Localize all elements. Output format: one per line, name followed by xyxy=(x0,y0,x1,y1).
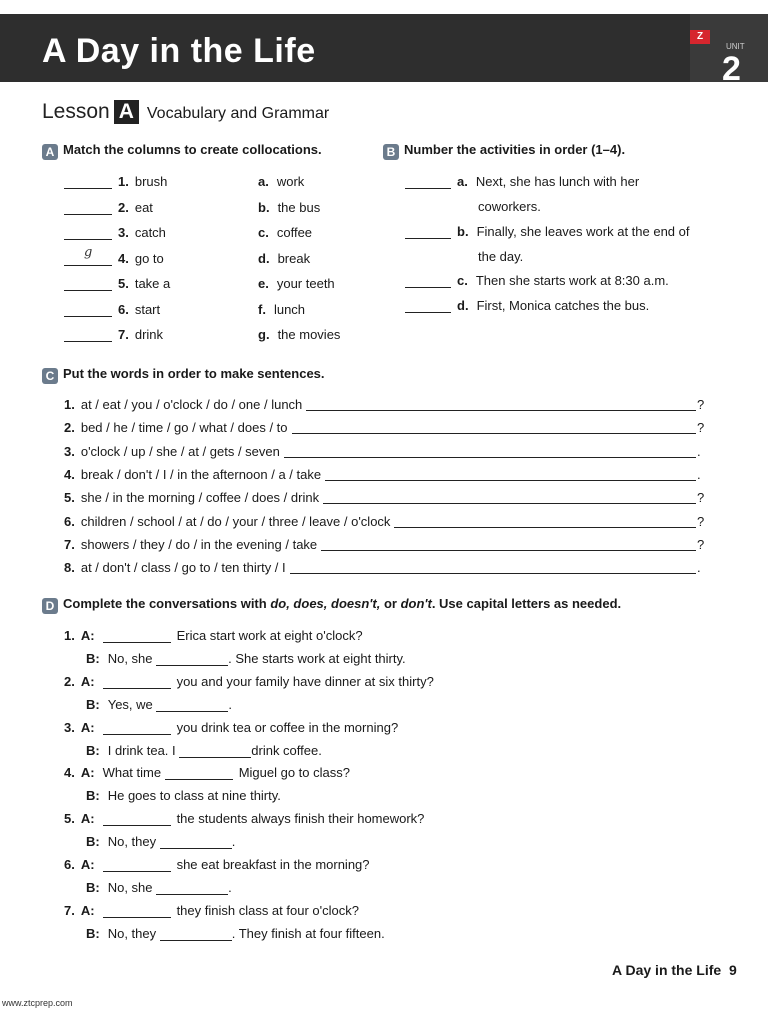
line-text: you and your family have dinner at six thirty? xyxy=(176,673,434,689)
speaker-b-label: B: xyxy=(86,742,100,758)
item-letter: g. xyxy=(258,327,270,342)
section-b-heading xyxy=(383,142,625,160)
sentence-item xyxy=(64,537,317,552)
item-letter: a. xyxy=(457,174,468,189)
order-item xyxy=(405,224,690,239)
item-number: 8. xyxy=(64,560,75,576)
item-text: brush xyxy=(134,174,168,189)
section-a-heading xyxy=(42,142,322,160)
conversation-line-b xyxy=(86,788,281,803)
end-punctuation: ? xyxy=(697,420,705,436)
sentence-item xyxy=(64,397,302,412)
sentence-item xyxy=(64,560,286,575)
answer-line[interactable] xyxy=(306,410,696,411)
answer-blank[interactable] xyxy=(103,734,171,735)
speaker-b-label: B: xyxy=(86,880,100,895)
match-left-item xyxy=(64,225,166,240)
section-d-instruction-words: do, does, doesn't, xyxy=(270,596,381,611)
match-right-item xyxy=(258,225,312,240)
scrambled-words: break / don't / I / in the afternoon / a / take xyxy=(80,466,322,482)
line-text: you drink tea or coffee in the morning? xyxy=(176,719,399,735)
line-text: Erica start work at eight o'clock? xyxy=(176,628,363,643)
line-text: . They finish at four fifteen. xyxy=(231,925,385,941)
match-left-item xyxy=(64,200,153,215)
answer-blank[interactable] xyxy=(405,238,451,239)
answer-blank[interactable] xyxy=(165,779,233,780)
item-number: 3. xyxy=(64,719,75,735)
line-text: Miguel go to class? xyxy=(238,765,350,781)
conversation-line-a xyxy=(64,674,434,689)
conversation-line-b xyxy=(86,880,232,895)
speaker-b-label: B: xyxy=(86,834,100,850)
item-text: break xyxy=(277,250,311,266)
handwritten-answer: g xyxy=(84,244,93,260)
speaker-b-label: B: xyxy=(86,651,100,666)
line-text: No, she xyxy=(107,651,157,666)
answer-line[interactable] xyxy=(284,457,696,458)
item-letter: d. xyxy=(258,250,270,266)
sentence-item xyxy=(64,420,288,435)
item-text: lunch xyxy=(273,301,306,317)
item-text: First, Monica catches the bus. xyxy=(476,298,650,313)
speaker-b-label: B: xyxy=(86,788,100,804)
item-number: 6. xyxy=(64,857,75,872)
conversation-line-b xyxy=(86,926,385,941)
end-punctuation: . xyxy=(697,466,701,482)
item-letter: a. xyxy=(258,174,269,189)
page-footer xyxy=(612,962,737,978)
answer-line[interactable] xyxy=(394,527,696,528)
sentence-item xyxy=(64,490,319,505)
answer-blank[interactable] xyxy=(160,848,232,849)
answer-blank[interactable] xyxy=(103,917,171,918)
conversation-line-a xyxy=(64,811,424,826)
answer-blank[interactable] xyxy=(405,287,451,288)
lesson-title xyxy=(42,100,329,124)
item-letter: b. xyxy=(457,224,469,239)
line-text: . xyxy=(228,696,233,712)
item-text: work xyxy=(276,174,305,189)
section-d-badge: D xyxy=(42,598,58,614)
match-right-item xyxy=(258,251,310,266)
section-d-instruction-word-last: don't xyxy=(400,596,432,611)
line-text: they finish class at four o'clock? xyxy=(176,902,359,918)
section-b-instruction: Number the activities in order (1–4). xyxy=(404,142,626,157)
match-left-item xyxy=(64,174,167,189)
match-left-item xyxy=(64,251,164,266)
section-d-instruction-or: or xyxy=(380,596,401,611)
match-left-item xyxy=(64,276,170,291)
section-d-instruction-pre: Complete the conversations with xyxy=(63,596,271,611)
answer-blank[interactable] xyxy=(103,688,171,689)
answer-blank[interactable] xyxy=(103,825,171,826)
unit-title: A Day in the Life xyxy=(42,32,316,70)
conversation-line-b xyxy=(86,834,235,849)
section-c-instruction: Put the words in order to make sentences. xyxy=(63,366,325,381)
match-right-item xyxy=(258,174,304,189)
speaker-a-label: A: xyxy=(80,628,95,643)
item-number: 5. xyxy=(64,811,75,827)
answer-blank[interactable] xyxy=(64,239,112,240)
item-text: go to xyxy=(134,250,164,266)
lesson-subtitle: Vocabulary and Grammar xyxy=(146,105,330,122)
answer-line[interactable] xyxy=(325,480,696,481)
item-text: drink xyxy=(134,327,164,342)
line-text: she eat breakfast in the morning? xyxy=(176,857,370,872)
end-punctuation: ? xyxy=(697,536,705,552)
section-a-badge: A xyxy=(42,144,58,160)
answer-blank[interactable] xyxy=(156,894,228,895)
scrambled-words: children / school / at / do / your / three / leave / o'clock xyxy=(80,513,391,529)
conversation-line-b xyxy=(86,743,322,758)
item-number: 3. xyxy=(118,225,129,240)
conversation-line-b xyxy=(86,697,232,712)
item-text: Finally, she leaves work at the end of xyxy=(476,224,690,239)
sentence-item xyxy=(64,467,321,482)
item-number: 7. xyxy=(64,536,75,552)
end-punctuation: . xyxy=(697,560,701,576)
item-text: coffee xyxy=(276,225,313,240)
line-text: No, they xyxy=(107,834,160,850)
section-d-heading xyxy=(42,596,621,614)
item-number: 4. xyxy=(64,765,75,781)
end-punctuation: ? xyxy=(697,490,705,506)
item-text: Next, she has lunch with her xyxy=(475,174,640,189)
line-text: He goes to class at nine thirty. xyxy=(107,788,281,804)
section-c-badge: C xyxy=(42,368,58,384)
source-url: www.ztcprep.com xyxy=(2,998,73,1008)
item-number: 2. xyxy=(64,673,75,689)
line-text: No, they xyxy=(107,925,160,941)
item-text: the movies xyxy=(277,327,341,342)
item-text: your teeth xyxy=(276,276,335,291)
item-text: Then she starts work at 8:30 a.m. xyxy=(475,273,669,288)
item-letter: c. xyxy=(457,273,468,288)
section-c-heading xyxy=(42,366,325,384)
item-text: catch xyxy=(134,225,166,240)
answer-line[interactable] xyxy=(292,433,696,434)
line-text: Yes, we xyxy=(107,696,157,712)
sentence-item xyxy=(64,514,390,529)
unit-label: UNIT xyxy=(726,42,745,51)
line-text: drink coffee. xyxy=(251,742,322,758)
match-right-item xyxy=(258,327,340,342)
lesson-word: Lesson xyxy=(42,100,110,123)
answer-blank[interactable] xyxy=(103,642,171,643)
match-left-item xyxy=(64,327,163,342)
item-number: 2. xyxy=(118,199,129,215)
answer-blank[interactable] xyxy=(156,665,228,666)
answer-blank[interactable] xyxy=(405,188,451,189)
conversation-line-a xyxy=(64,903,359,918)
item-number: 7. xyxy=(64,902,75,918)
speaker-a-label: A: xyxy=(80,765,95,781)
end-punctuation: . xyxy=(697,443,701,459)
match-left-item xyxy=(64,302,160,317)
item-text: take a xyxy=(134,276,171,291)
scrambled-words: at / don't / class / go to / ten thirty / I xyxy=(80,560,286,576)
item-number: 6. xyxy=(118,301,129,317)
footer-title: A Day in the Life xyxy=(612,962,722,978)
item-number: 3. xyxy=(64,443,75,459)
item-number: 1. xyxy=(64,397,75,412)
item-text-continued: the day. xyxy=(478,249,524,264)
answer-line[interactable] xyxy=(323,503,696,504)
speaker-a-label: A: xyxy=(80,719,95,735)
speaker-a-label: A: xyxy=(80,902,95,918)
item-letter: b. xyxy=(258,199,270,215)
line-text: No, she xyxy=(107,880,157,895)
line-text: . She starts work at eight thirty. xyxy=(228,651,406,666)
line-text: the students always finish their homework? xyxy=(176,811,425,827)
item-letter: d. xyxy=(457,298,469,313)
item-number: 1. xyxy=(64,628,75,643)
item-letter: c. xyxy=(258,225,269,240)
line-text: . xyxy=(231,834,236,850)
section-a-instruction: Match the columns to create collocations. xyxy=(63,142,322,157)
section-d-instruction-post: . Use capital letters as needed. xyxy=(431,596,622,611)
unit-number: 2 xyxy=(722,50,741,88)
match-right-item xyxy=(258,302,305,317)
answer-line[interactable] xyxy=(321,550,696,551)
answer-blank[interactable] xyxy=(103,871,171,872)
scrambled-words: bed / he / time / go / what / does / to xyxy=(80,420,288,436)
answer-blank[interactable] xyxy=(156,711,228,712)
item-number: 2. xyxy=(64,420,75,436)
speaker-b-label: B: xyxy=(86,696,100,712)
item-letter: e. xyxy=(258,276,269,291)
match-right-item xyxy=(258,200,320,215)
item-number: 5. xyxy=(64,490,75,506)
line-text: . xyxy=(228,880,232,895)
speaker-b-label: B: xyxy=(86,925,100,941)
item-letter: f. xyxy=(258,301,266,317)
conversation-line-a xyxy=(64,628,363,643)
line-text: What time xyxy=(102,765,165,781)
scrambled-words: o'clock / up / she / at / gets / seven xyxy=(80,443,280,459)
item-text: the bus xyxy=(277,199,321,215)
publisher-logo: Z xyxy=(690,30,710,44)
item-text-continued: coworkers. xyxy=(478,199,541,214)
lesson-letter: A xyxy=(114,100,139,124)
answer-blank[interactable] xyxy=(64,290,112,291)
item-text: start xyxy=(134,301,161,317)
section-b-badge: B xyxy=(383,144,399,160)
scrambled-words: she / in the morning / coffee / does / drink xyxy=(80,490,320,506)
answer-blank[interactable] xyxy=(405,312,451,313)
page-number: 9 xyxy=(728,962,737,978)
unit-header-bar xyxy=(0,14,768,88)
order-item xyxy=(405,174,639,189)
speaker-a-label: A: xyxy=(80,673,95,689)
order-item xyxy=(405,273,669,288)
item-number: 4. xyxy=(64,466,75,482)
scrambled-words: at / eat / you / o'clock / do / one / lunch xyxy=(80,397,303,412)
answer-blank[interactable] xyxy=(179,757,251,758)
answer-blank[interactable] xyxy=(64,341,112,342)
speaker-a-label: A: xyxy=(80,857,95,872)
line-text: I drink tea. I xyxy=(107,742,180,758)
item-text: eat xyxy=(134,199,153,215)
end-punctuation: ? xyxy=(697,397,705,412)
answer-blank[interactable] xyxy=(160,940,232,941)
answer-line[interactable] xyxy=(290,573,696,574)
speaker-a-label: A: xyxy=(80,811,95,827)
item-number: 1. xyxy=(118,174,129,189)
answer-blank[interactable] xyxy=(64,316,112,317)
conversation-line-a xyxy=(64,720,398,735)
item-number: 6. xyxy=(64,513,75,529)
conversation-line-b xyxy=(86,651,406,666)
conversation-line-a xyxy=(64,765,350,780)
answer-blank[interactable] xyxy=(64,214,112,215)
answer-blank[interactable] xyxy=(64,188,112,189)
match-right-item xyxy=(258,276,335,291)
item-number: 4. xyxy=(118,250,129,266)
sentence-item xyxy=(64,444,280,459)
scrambled-words: showers / they / do / in the evening / take xyxy=(80,536,318,552)
item-number: 5. xyxy=(118,276,129,291)
conversation-line-a xyxy=(64,857,370,872)
answer-blank[interactable] xyxy=(64,265,112,266)
order-item xyxy=(405,298,649,313)
end-punctuation: ? xyxy=(697,513,705,529)
item-number: 7. xyxy=(118,327,129,342)
